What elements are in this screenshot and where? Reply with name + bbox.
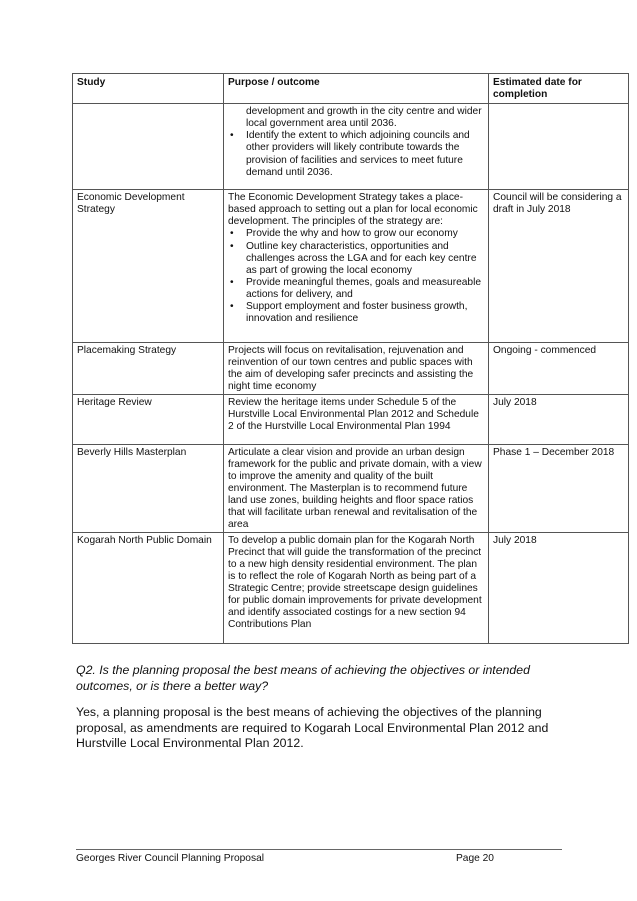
purpose-cell: Review the heritage items under Schedule 5 of the Hurstville Local Environmental Plan 2012 and Schedule 2 of the Hurstville Local Environmental Plan 1994: [224, 394, 489, 444]
answer-paragraph: Yes, a planning proposal is the best means of achieving the objectives of the planning proposal, as amendments are required to Kogarah Local Environmental Plan 2012 and Hurstville Local Environmental Plan 2012.: [76, 705, 549, 750]
header-study: Study: [73, 74, 224, 104]
purpose-cell: Projects will focus on revitalisation, rejuvenation and reinvention of our town centres and public spaces with the aim of developing safer precincts and assisting the night time economy: [224, 343, 489, 394]
purpose-intro: The Economic Development Strategy takes a place-based approach to setting out a plan for local economic development. The principles of the strategy are:: [228, 192, 478, 228]
date-cell: Ongoing - commenced: [489, 343, 629, 394]
list-item: • Outline key characteristics, opportunities and challenges across the LGA and for each key centre as part of growing the local economy: [228, 241, 484, 277]
date-cell: Council will be considering a draft in July 2018: [489, 190, 629, 343]
date-cell: Phase 1 – December 2018: [489, 444, 629, 532]
purpose-cell: [224, 104, 489, 190]
study-cell: Placemaking Strategy: [73, 343, 224, 394]
study-cell: [73, 104, 224, 190]
study-cell: Kogarah North Public Domain: [73, 532, 224, 643]
date-cell: [489, 104, 629, 190]
question-text: Q2. Is the planning proposal the best means of achieving the objectives or intended outcomes, or is there a better way?: [76, 663, 530, 693]
table-row: [73, 190, 629, 343]
list-item: • Identify the extent to which adjoining councils and other providers will likely contribute towards the provision of facilities and services to meet future demand until 2036.: [228, 130, 484, 178]
bullet-list: [228, 228, 484, 325]
page-number: Page 20: [456, 853, 494, 864]
header-purpose: Purpose / outcome: [224, 74, 489, 104]
continued-text: development and growth in the city centre and wider local government area until 2036.: [246, 106, 482, 130]
date-cell: July 2018: [489, 394, 629, 444]
study-cell: Economic Development Strategy: [73, 190, 224, 343]
list-item: • Provide the why and how to grow our economy: [228, 228, 484, 240]
list-item: • Support employment and foster business growth, innovation and resilience: [228, 301, 484, 325]
purpose-cell: To develop a public domain plan for the Kogarah North Precinct that will guide the transformation of the precinct to a new high density residential environment. The plan is to reflect the role of Kogarah North as being part of a Strategic Centre; provide streetscape design guidelines for public domain improvements for private development and identify associated costings for a new section 94 Contributions Plan: [224, 532, 489, 643]
purpose-cell: Articulate a clear vision and provide an urban design framework for the public and private domain, with a view to improve the amenity and quality of the built environment. The Masterplan is to recommend future land use zones, building heights and floor space ratios that will facilitate urban renewal and revitalisation of the area: [224, 444, 489, 532]
list-item: • Provide meaningful themes, goals and measureable actions for delivery, and: [228, 277, 484, 301]
footer-title: Georges River Council Planning Proposal: [76, 853, 265, 864]
purpose-cell: [224, 190, 489, 343]
studies-table: [72, 73, 629, 644]
date-cell: July 2018: [489, 532, 629, 643]
bullet-list: [228, 130, 484, 178]
table-row: [73, 444, 629, 532]
table-row: [73, 394, 629, 444]
table-row: [73, 343, 629, 394]
footer-divider: [76, 849, 562, 850]
header-date: Estimated date for completion: [489, 74, 629, 104]
study-cell: Heritage Review: [73, 394, 224, 444]
study-cell: Beverly Hills Masterplan: [73, 444, 224, 532]
table-header-row: [73, 74, 629, 104]
table-row: [73, 532, 629, 643]
table-row: [73, 104, 629, 190]
